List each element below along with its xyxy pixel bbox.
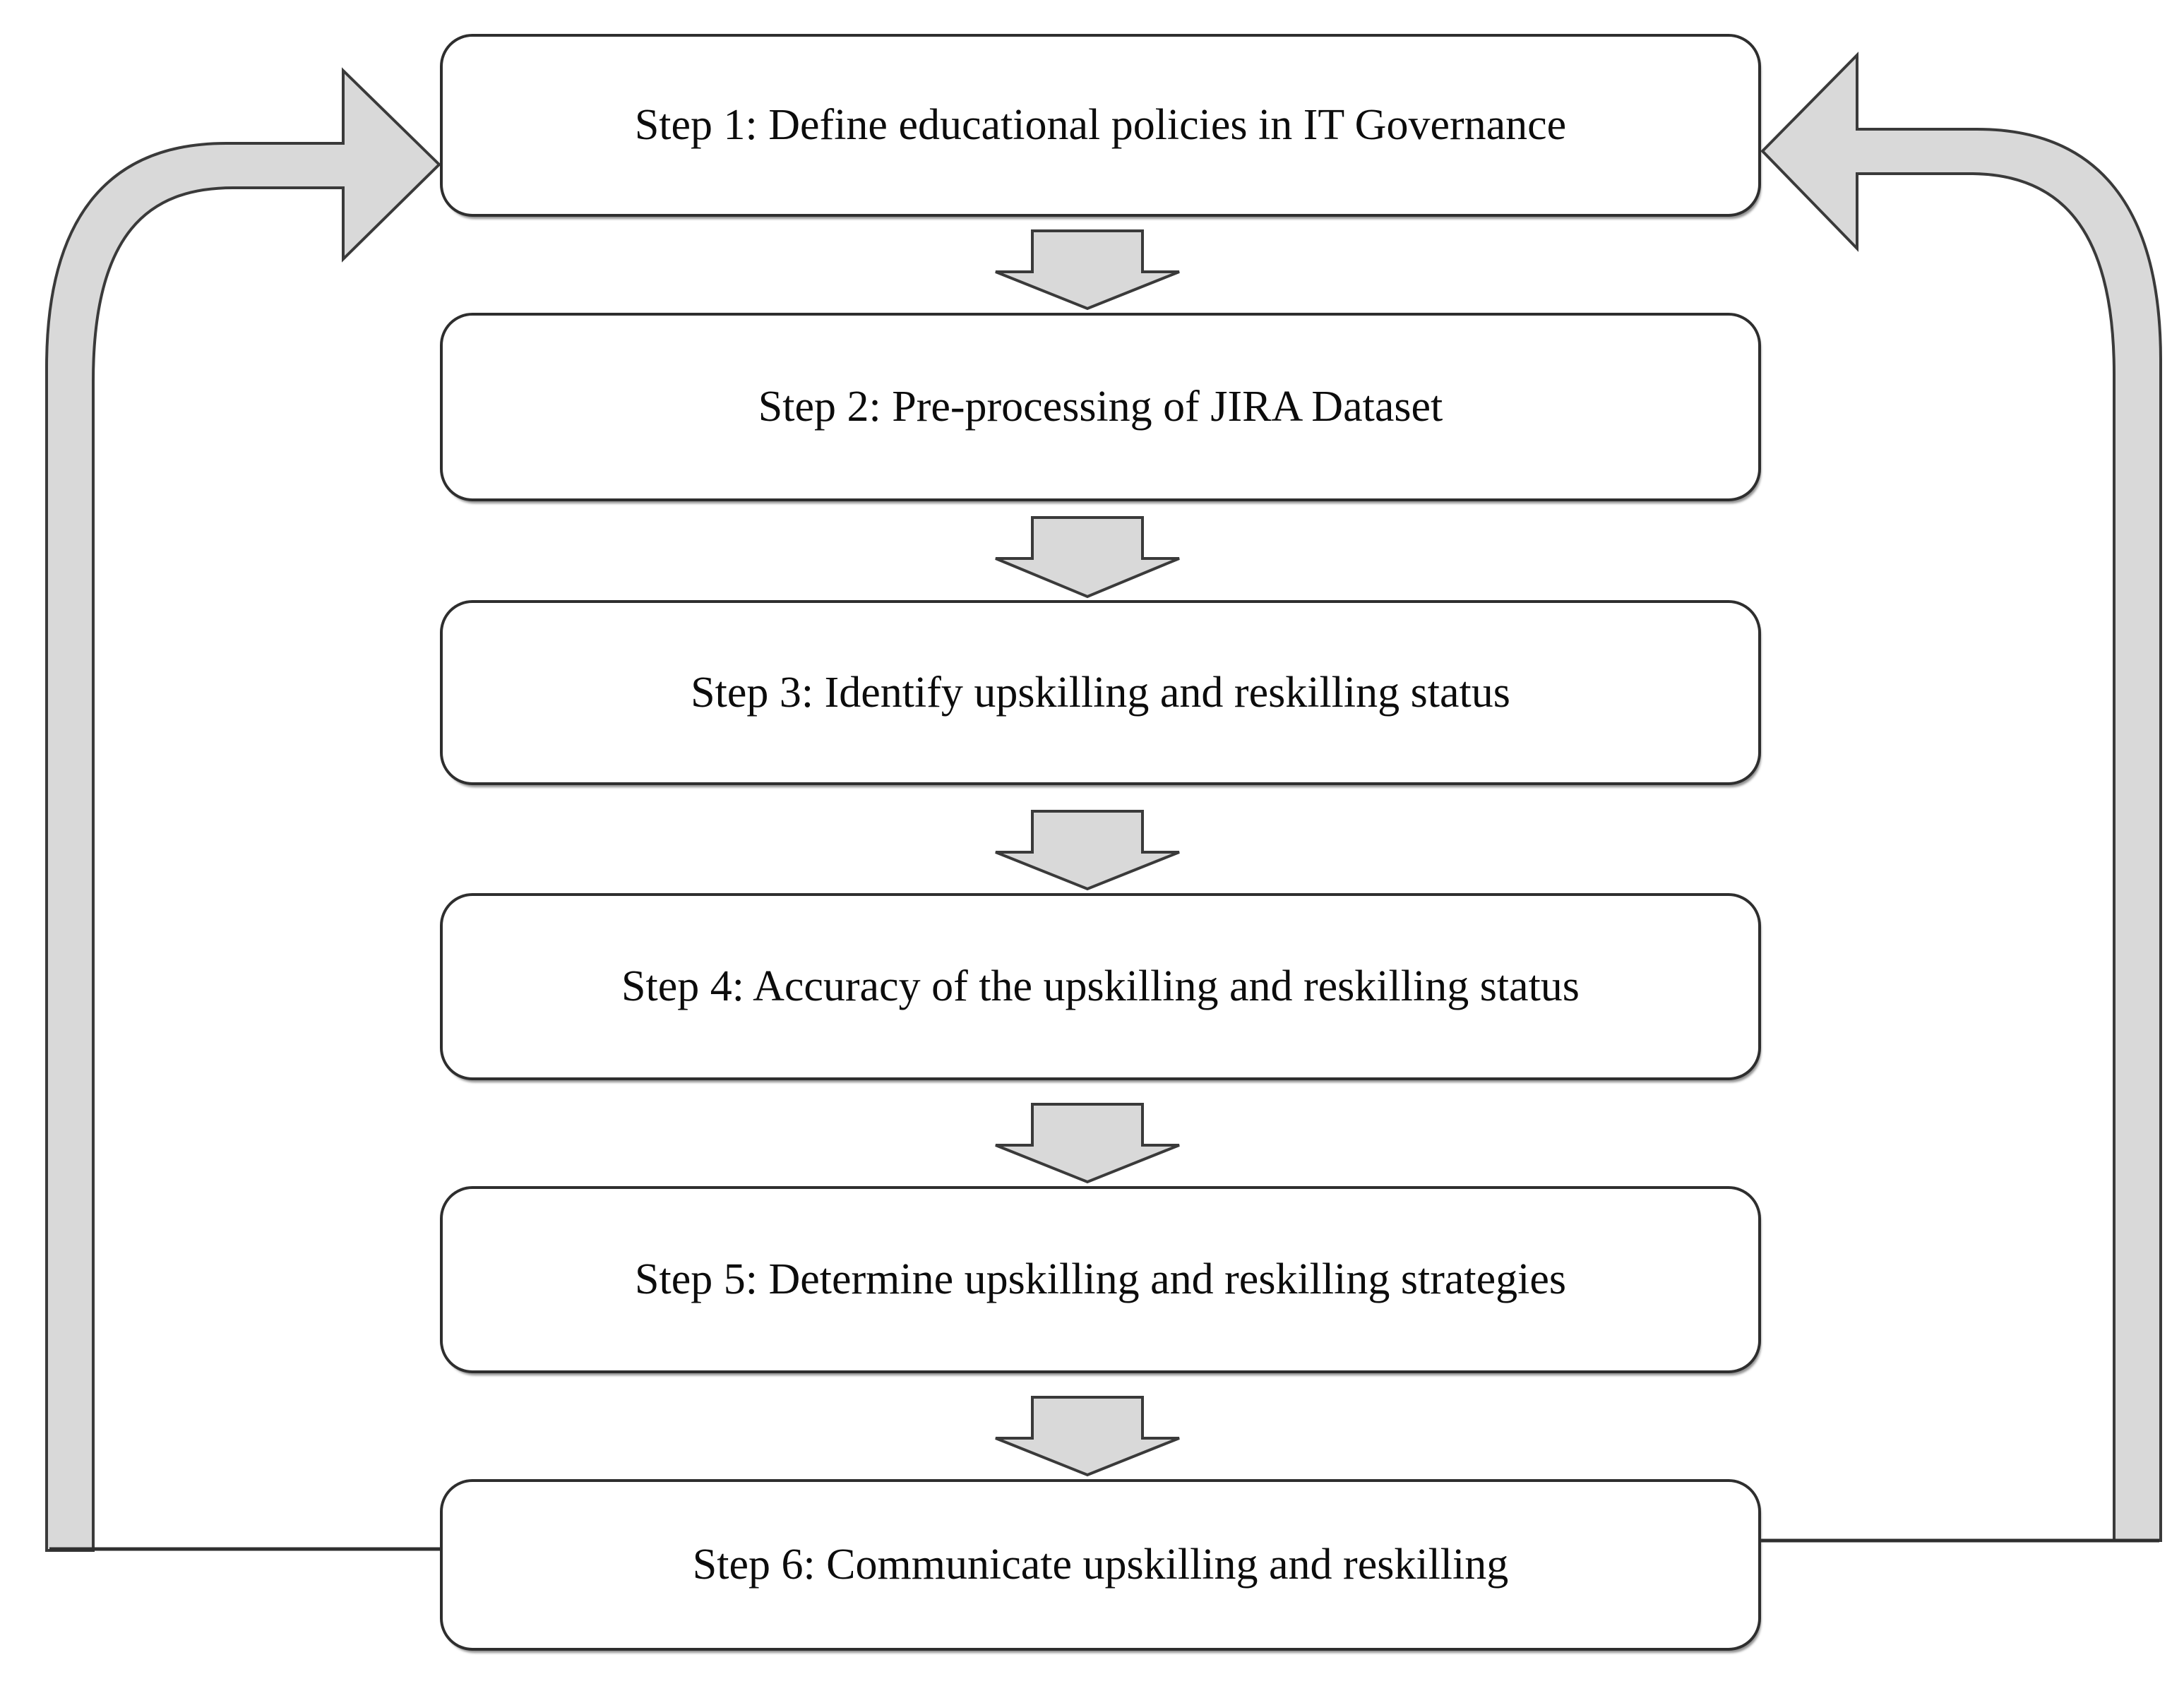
down-arrow-icon-3 [996,811,1179,889]
step-box-5 [440,1186,1761,1373]
step-box-6 [440,1479,1761,1651]
step-box-1 [440,34,1761,217]
down-arrow-icon-4 [996,1104,1179,1182]
step-label-5: Step 5: Determine upskilling and reskilling strategies [635,1255,1566,1304]
step-box-3 [440,600,1761,785]
right-feedback-curved-arrow-icon [1762,55,2161,1541]
step-box-2 [440,313,1761,501]
step-label-1: Step 1: Define educational policies in IT Governance [634,101,1567,150]
step-box-4 [440,893,1761,1080]
down-arrow-icon-2 [996,518,1179,597]
down-arrow-icon-5 [996,1397,1179,1475]
step-label-6: Step 6: Communicate upskilling and reskilling [692,1541,1509,1589]
left-feedback-curved-arrow-icon [47,71,439,1550]
step-label-4: Step 4: Accuracy of the upskilling and reskilling status [621,962,1580,1011]
down-arrow-icon-1 [996,231,1179,309]
step-label-3: Step 3: Identify upskilling and reskilling status [691,668,1510,717]
step-label-2: Step 2: Pre-processing of JIRA Dataset [758,383,1443,431]
